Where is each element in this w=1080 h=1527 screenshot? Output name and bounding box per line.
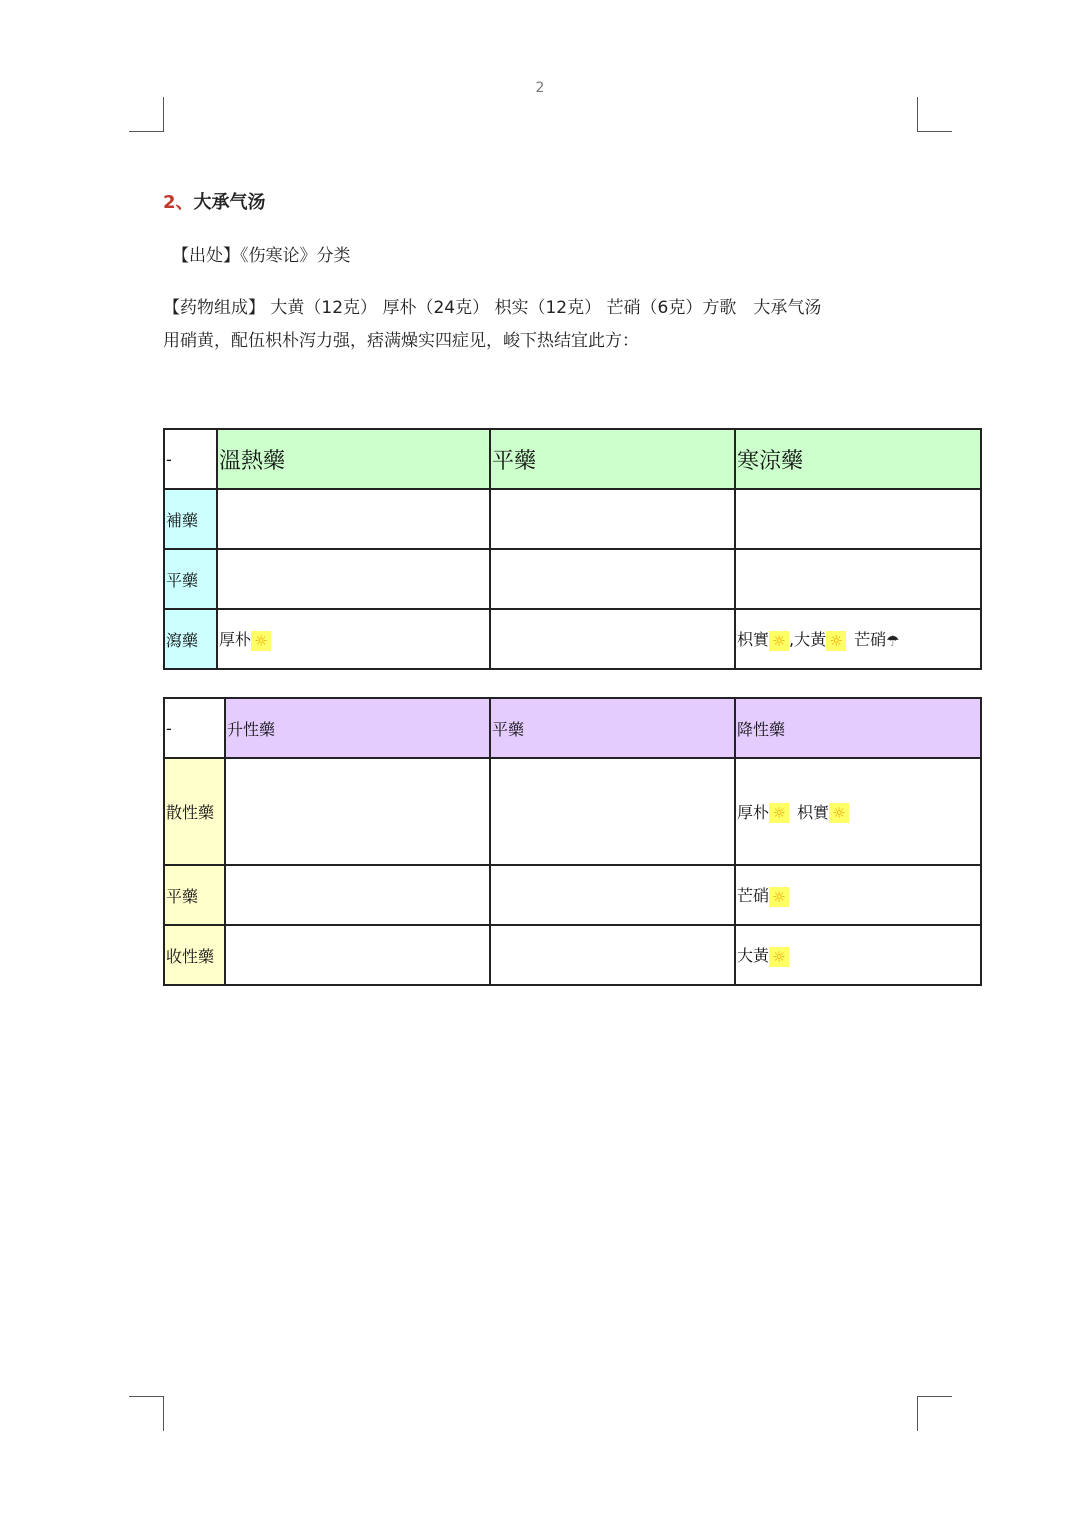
herb-dahuang: ,大黃: [789, 630, 827, 650]
table-row: [164, 609, 981, 669]
section-number: 2、: [163, 192, 194, 213]
table-row: [164, 698, 981, 758]
table-cell: [217, 549, 490, 609]
herb-mangxiao: 芒硝: [854, 630, 887, 650]
table-cell: [490, 609, 735, 669]
row-header-neutral: 平藥: [164, 865, 225, 925]
column-header-cold: 寒涼藥: [735, 429, 981, 489]
table-row: [164, 925, 981, 985]
herb-houpo: 厚朴: [219, 630, 252, 650]
composition-line-2: 用硝黄，配伍枳朴泻力强，痞满燥实四症见，峻下热结宜此方：: [163, 331, 639, 351]
column-header-warm: 溫熱藥: [217, 429, 490, 489]
sun-icon: ☼: [826, 631, 846, 651]
row-header-neutral: 平藥: [164, 549, 217, 609]
table-row: [164, 865, 981, 925]
table-cell: [735, 489, 981, 549]
table-cell: [735, 758, 981, 865]
sun-icon: ☼: [769, 947, 789, 967]
herb-mangxiao: 芒硝: [737, 886, 770, 906]
table-cell: [735, 609, 981, 669]
composition-paragraph: [163, 292, 923, 358]
sun-icon: ☼: [251, 631, 271, 651]
table-cell: [490, 549, 735, 609]
column-header-neutral: 平藥: [490, 698, 735, 758]
temperature-classification-table: [163, 428, 982, 670]
direction-classification-table: [163, 697, 982, 986]
herb-dahuang: 大黃: [737, 946, 770, 966]
column-header-ascending: 升性藥: [225, 698, 490, 758]
table-cell: [490, 865, 735, 925]
herb-zhishi: 枳實: [797, 802, 830, 822]
crop-mark-bottom-right: [917, 1396, 952, 1431]
table-row: [164, 758, 981, 865]
corner-cell: -: [164, 698, 225, 758]
table-cell: [225, 865, 490, 925]
row-header-tonic: 補藥: [164, 489, 217, 549]
umbrella-icon: ☂: [886, 631, 900, 650]
column-header-neutral: 平藥: [490, 429, 735, 489]
herb-houpo: 厚朴: [737, 802, 770, 822]
corner-cell: -: [164, 429, 217, 489]
row-header-dispersing: 散性藥: [164, 758, 225, 865]
sun-icon: ☼: [829, 803, 849, 823]
sun-icon: ☼: [769, 887, 789, 907]
crop-mark-bottom-left: [129, 1396, 164, 1431]
section-title: 大承气汤: [193, 192, 266, 213]
table-cell: [490, 758, 735, 865]
column-header-descending: 降性藥: [735, 698, 981, 758]
crop-mark-top-right: [917, 97, 952, 132]
composition-line-1: 【药物组成】 大黄（12克） 厚朴（24克） 枳实（12克） 芒硝（6克）方歌 大承气汤: [163, 298, 822, 318]
sun-icon: ☼: [769, 803, 789, 823]
table-cell: [735, 865, 981, 925]
row-header-purgative: 瀉藥: [164, 609, 217, 669]
table-cell: [225, 758, 490, 865]
table-cell: [225, 925, 490, 985]
source-line: 【出处】《伤寒论》分类: [172, 246, 351, 266]
table-cell: [490, 925, 735, 985]
page-number: 2: [535, 80, 545, 96]
table-cell: [490, 489, 735, 549]
sun-icon: ☼: [769, 631, 789, 651]
table-cell: [735, 925, 981, 985]
table-row: [164, 429, 981, 489]
section-heading: [163, 188, 266, 214]
table-row: [164, 489, 981, 549]
table-row: [164, 549, 981, 609]
table-cell: [735, 549, 981, 609]
row-header-astringent: 收性藥: [164, 925, 225, 985]
herb-zhishi: 枳實: [737, 630, 770, 650]
crop-mark-top-left: [129, 97, 164, 132]
table-cell: [217, 489, 490, 549]
table-cell: [217, 609, 490, 669]
